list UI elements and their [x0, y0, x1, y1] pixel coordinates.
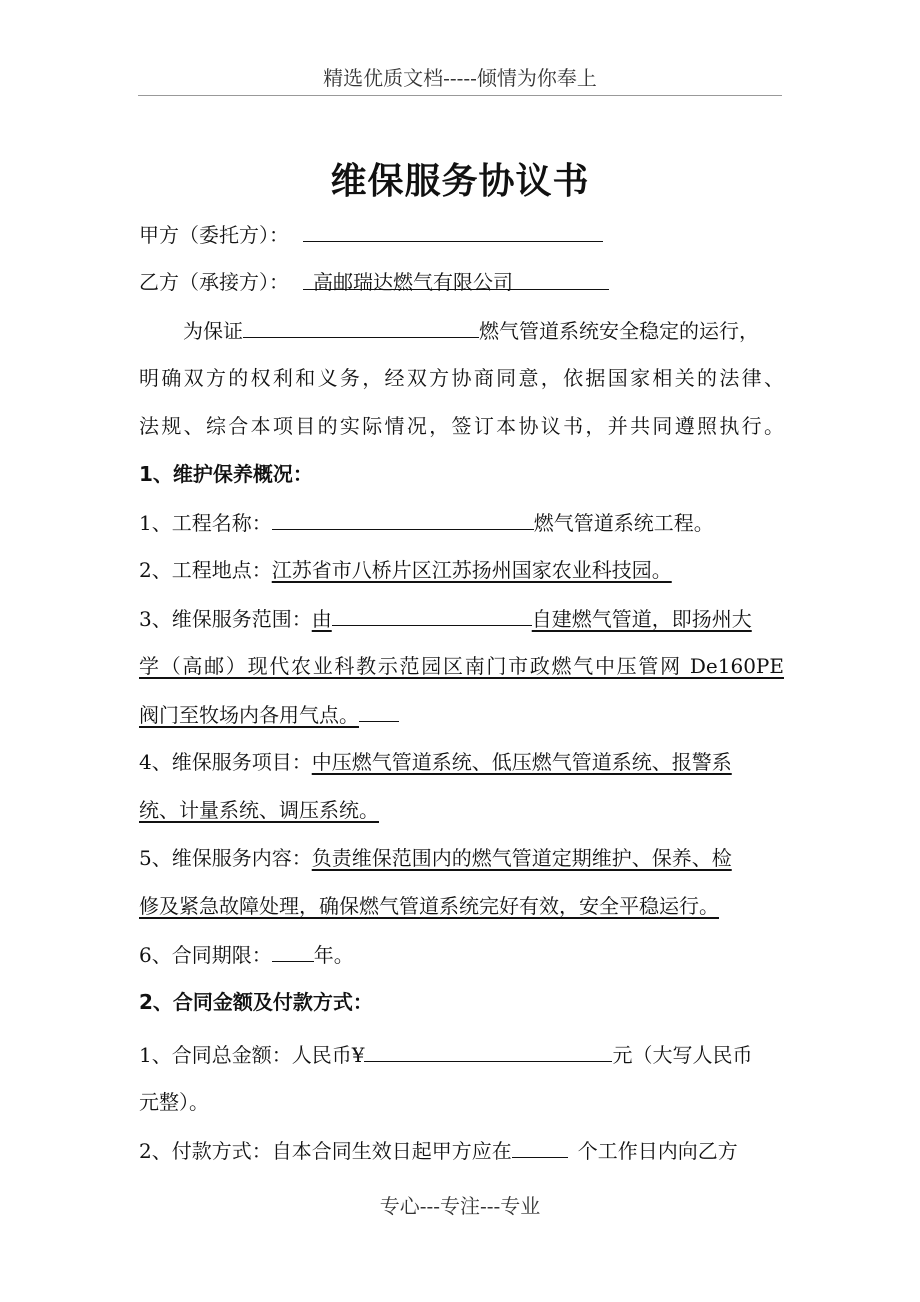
- item4-value-2: 统、计量系统、调压系统。: [139, 798, 379, 822]
- page-footer: 专心---专注---专业: [379, 1194, 541, 1218]
- payment-post: 个工作日内向乙方: [577, 1139, 738, 1163]
- item1-post: 燃气管道系统工程。: [533, 511, 714, 535]
- amount-blank: [364, 1037, 612, 1062]
- party-b-label: 乙方（承接方）：: [139, 270, 289, 294]
- item5-label: 5、维保服务内容：: [139, 846, 312, 870]
- item-service-content: [139, 841, 784, 875]
- item4-value-1: 中压燃气管道系统、低压燃气管道系统、报警系: [311, 750, 732, 774]
- intro-project-blank: [243, 313, 479, 338]
- item-contract-term: [139, 937, 784, 971]
- header-divider: [138, 95, 782, 96]
- item3-post: 自建燃气管道，即扬州大: [531, 607, 752, 631]
- item2-label: 2、工程地点：: [139, 558, 272, 582]
- item3-line-2: 学（高邮）现代农业科教示范园区南门市政燃气中压管网 De160PE: [139, 654, 784, 678]
- payment-label: 2、付款方式：自本合同生效日起甲方应在: [139, 1139, 512, 1163]
- item5-value-2: 修及紧急故障处理，确保燃气管道系统完好有效，安全平稳运行。: [139, 894, 719, 918]
- party-b-line: [139, 265, 784, 299]
- payment-days-blank: [512, 1133, 568, 1158]
- item-project-location: [139, 553, 784, 587]
- contract-years-blank: [272, 937, 314, 962]
- intro-line-3: 法规、综合本项目的实际情况，签订本协议书，并共同遵照执行。: [139, 414, 784, 438]
- amount-post: 元（大写人民币: [612, 1043, 753, 1067]
- party-a-label: 甲方（委托方）：: [139, 223, 289, 247]
- amount-label: 1、合同总金额：人民币¥: [139, 1043, 365, 1067]
- item-project-name: [139, 505, 784, 539]
- item-contract-amount: [139, 1037, 784, 1071]
- item3-line3-text: 阀门至牧场内各用气点。: [139, 703, 359, 727]
- intro-line-2: 明确双方的权利和义务，经双方协商同意，依据国家相关的法律、: [139, 366, 784, 390]
- item-service-scope: [139, 601, 784, 635]
- item3-line-3: [139, 697, 784, 731]
- document-title: 维保服务协议书: [330, 161, 590, 202]
- section2-heading: 2、合同金额及付款方式：: [139, 990, 373, 1014]
- party-a-line: [139, 217, 784, 251]
- item5-value-1: 负责维保范围内的燃气管道定期维护、保养、检: [311, 846, 732, 870]
- scope-owner-blank: [332, 601, 532, 626]
- item2-value: 江苏省市八桥片区江苏扬州国家农业科技园。: [271, 558, 672, 582]
- item4-label: 4、维保服务项目：: [139, 750, 312, 774]
- item6-post: 年。: [313, 943, 354, 967]
- item1-label: 1、工程名称：: [139, 511, 272, 535]
- party-b-value-field: [303, 265, 609, 294]
- party-a-blank: [303, 217, 603, 242]
- item3-trailing-blank: [359, 697, 399, 722]
- item6-label: 6、合同期限：: [139, 943, 272, 967]
- amount-line-2: 元整）。: [139, 1090, 209, 1114]
- item5-line-2: [139, 889, 784, 923]
- item-service-items: [139, 745, 784, 779]
- intro-line1-pre: 为保证: [183, 319, 243, 343]
- item-payment-method: [139, 1133, 784, 1167]
- item3-label: 3、维保服务范围：: [139, 607, 312, 631]
- item3-pre: 由: [311, 607, 332, 631]
- page-header: 精选优质文档-----倾情为你奉上: [323, 66, 597, 90]
- project-name-blank: [272, 505, 534, 530]
- intro-line1-post: 燃气管道系统安全稳定的运行，: [479, 319, 759, 343]
- section1-heading: 1、维护保养概况：: [139, 462, 313, 486]
- intro-line-1: [139, 313, 784, 347]
- item4-line-2: [139, 793, 784, 827]
- party-b-value: 高邮瑞达燃气有限公司: [313, 270, 513, 294]
